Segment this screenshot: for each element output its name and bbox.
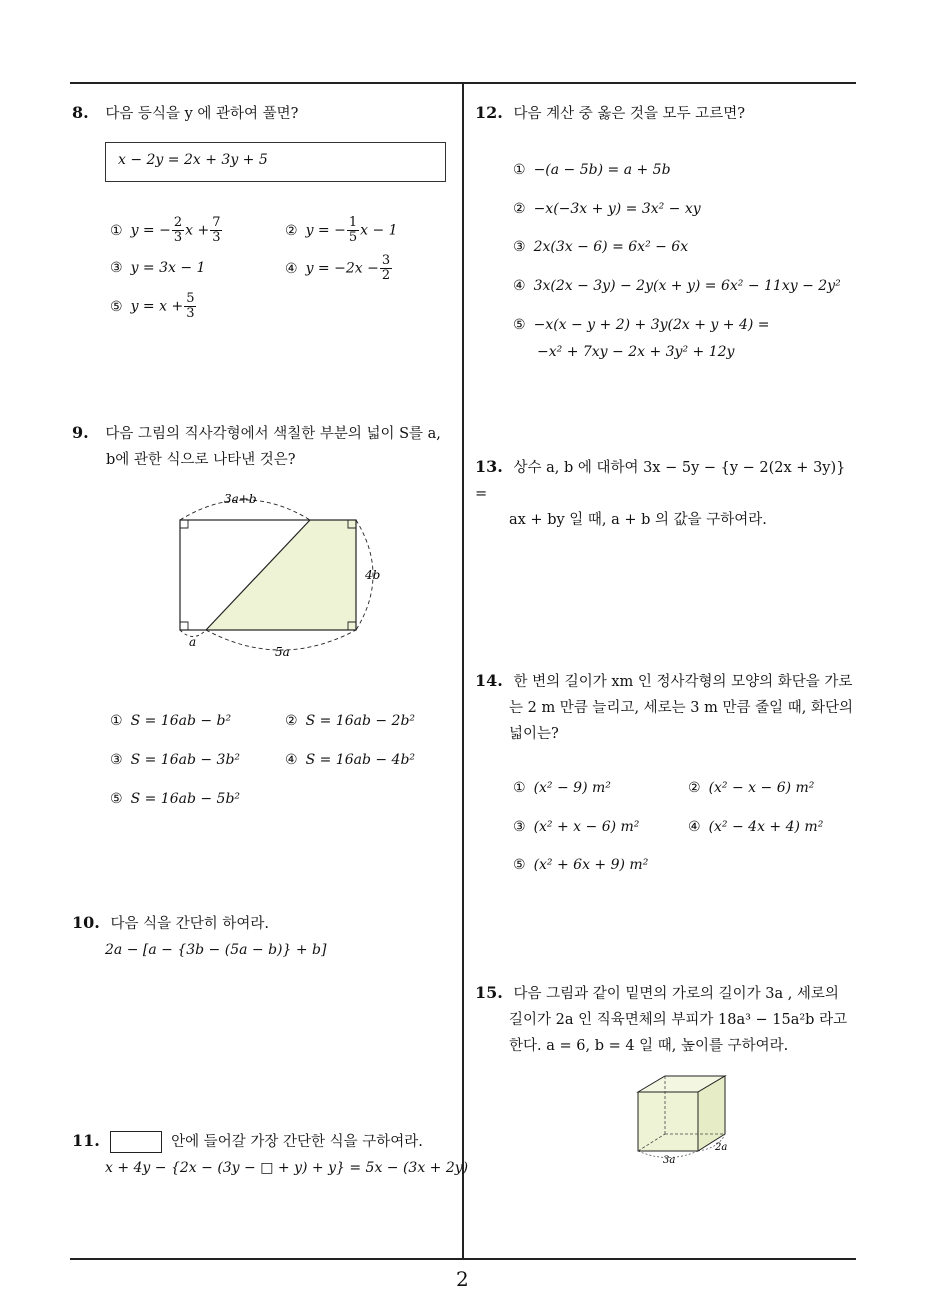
expr-part: x − 1 [360, 222, 398, 239]
question-text: 다음 계산 중 옳은 것을 모두 고르면? [513, 106, 745, 122]
choice-1[interactable] [110, 713, 231, 729]
choice-mark: ④ [285, 752, 298, 768]
expr-part: y = − [305, 222, 346, 239]
choice-3[interactable] [513, 239, 688, 255]
choice-mark: ② [513, 201, 526, 217]
fraction: $\frac{3}{2}$ [381, 253, 391, 283]
expr: S = 16ab − 4b² [305, 752, 416, 768]
choice-5[interactable] [110, 791, 240, 807]
fraction: $\frac{1}{5}$ [348, 215, 358, 245]
question-text: 상수 a, b 에 대하여 3x − 5y − {y − 2(2x + 3y)} = [475, 460, 846, 502]
fraction: $\frac{7}{3}$ [212, 215, 221, 245]
right-angle-mark [180, 622, 188, 630]
choice-4[interactable] [513, 278, 841, 294]
choice-2[interactable] [285, 216, 398, 245]
expr: (x² − 9) m² [533, 780, 611, 796]
choice-mark: ⑤ [513, 317, 526, 333]
expr: S = 16ab − 3b² [130, 752, 241, 768]
question-number: 13. [475, 457, 503, 476]
choice-2[interactable] [285, 713, 415, 729]
choice-mark: ③ [513, 239, 526, 255]
equation: x − 2y = 2x + 3y + 5 [118, 152, 268, 168]
expr: (x² + 6x + 9) m² [533, 857, 649, 873]
choice-mark: ③ [513, 819, 526, 835]
choice-3[interactable] [513, 819, 639, 835]
question-11 [72, 1128, 469, 1181]
question-number: 14. [475, 671, 503, 690]
choice-1[interactable] [513, 162, 671, 178]
question-15 [475, 980, 865, 1059]
question-13 [475, 454, 860, 533]
choice-mark: ③ [110, 260, 123, 276]
expression: 2a − [a − {3b − (5a − b)} + b] [105, 942, 327, 958]
shaded-region [206, 520, 356, 630]
choice-mark: ⑤ [513, 857, 526, 873]
expr: (x² − 4x + 4) m² [708, 819, 824, 835]
choice-mark: ③ [110, 752, 123, 768]
choice-mark: ① [110, 713, 123, 729]
expr: −x(−3x + y) = 3x² − xy [533, 201, 701, 217]
question-text: 다음 등식을 y 에 관하여 풀면? [105, 106, 299, 122]
question-text: 한 변의 길이가 xm 인 정사각형의 모양의 화단을 가로 [513, 674, 853, 690]
question-number: 8. [72, 103, 89, 122]
cuboid-figure [625, 1070, 745, 1170]
expr-part: x + [185, 222, 210, 239]
expr: 2x(3x − 6) = 6x² − 6x [533, 239, 689, 255]
expression: x + 4y − {2x − (3y − □ + y) + y} = 5x − (3x + 2y) [105, 1160, 469, 1176]
question-10 [72, 910, 457, 963]
expr: 3x(2x − 3y) − 2y(x + y) = 6x² − 11xy − 2y² [533, 278, 841, 294]
column-divider [462, 83, 464, 1259]
choice-5[interactable] [513, 317, 770, 333]
question-14 [475, 668, 865, 747]
choice-mark: ④ [688, 819, 701, 835]
choice-mark: ⑤ [110, 298, 123, 315]
page-number: 2 [456, 1267, 469, 1291]
question-text: 다음 그림의 직사각형에서 색칠한 부분의 넓이 S를 a, [105, 426, 441, 442]
question-text: 한다. a = 6, b = 4 일 때, 높이를 구하여라. [509, 1038, 789, 1054]
choice-mark: ② [688, 780, 701, 796]
label-3a: 3a [663, 1155, 676, 1166]
choice-1[interactable] [513, 780, 611, 796]
question-text: 넓이는? [509, 726, 559, 742]
question-number: 15. [475, 983, 503, 1002]
choice-mark: ① [513, 780, 526, 796]
cuboid-front-face [638, 1092, 698, 1151]
choice-1[interactable] [110, 216, 223, 245]
expr: S = 16ab − 5b² [130, 791, 241, 807]
expr: −x(x − y + 2) + 3y(2x + y + 4) = [533, 317, 770, 333]
label-a: a [189, 635, 197, 649]
choice-4[interactable] [285, 254, 393, 283]
expr: (x² + x − 6) m² [533, 819, 640, 835]
expr: S = 16ab − b² [130, 713, 232, 729]
choice-mark: ② [285, 713, 298, 729]
rectangle-figure [160, 485, 390, 665]
question-text: 는 2 m 만큼 늘리고, 세로는 3 m 만큼 줄일 때, 화단의 [509, 700, 853, 716]
expr-part: y = x + [130, 298, 184, 315]
answer-blank-box [110, 1131, 162, 1153]
expr: (x² − x − 6) m² [708, 780, 815, 796]
choice-2[interactable] [688, 780, 814, 796]
choice-3[interactable] [110, 752, 240, 768]
question-text: 길이가 2a 인 직육면체의 부피가 18a³ − 15a²b 라고 [509, 1012, 848, 1028]
question-number: 10. [72, 913, 100, 932]
choice-5-continuation: −x² + 7xy − 2x + 3y² + 12y [537, 344, 735, 360]
choice-5[interactable] [110, 292, 197, 321]
choice-3[interactable] [110, 260, 205, 276]
choice-mark: ① [110, 222, 123, 239]
expr: −(a − 5b) = a + 5b [533, 162, 671, 178]
question-number: 12. [475, 103, 503, 122]
question-number: 11. [72, 1131, 100, 1150]
expr: y = 3x − 1 [130, 260, 206, 276]
equation-box [105, 142, 446, 182]
choice-mark: ② [285, 222, 298, 239]
question-text: 안에 들어갈 가장 간단한 식을 구하여라. [171, 1134, 423, 1150]
expr-part: y = −2x − [305, 260, 379, 277]
question-9 [72, 420, 457, 473]
question-text: ax + by 일 때, a + b 의 값을 구하여라. [509, 512, 767, 528]
question-8 [72, 100, 452, 127]
expr-part: y = − [130, 222, 171, 239]
fraction: $\frac{2}{3}$ [173, 215, 183, 245]
label-right: 4b [365, 568, 381, 582]
choice-mark: ① [513, 162, 526, 178]
fraction: $\frac{5}{3}$ [186, 291, 195, 321]
question-12 [475, 100, 860, 127]
expr: S = 16ab − 2b² [305, 713, 416, 729]
question-number: 9. [72, 423, 89, 442]
choice-mark: ④ [513, 278, 526, 294]
choice-4[interactable] [688, 819, 823, 835]
choice-2[interactable] [513, 201, 701, 217]
choice-mark: ④ [285, 260, 298, 277]
label-bottom: 5a [275, 645, 290, 659]
bottom-rule [70, 1258, 856, 1260]
label-top: 3a+b [224, 492, 257, 506]
question-text: b에 관한 식으로 나타낸 것은? [106, 452, 296, 468]
choice-5[interactable] [513, 857, 648, 873]
choice-mark: ⑤ [110, 791, 123, 807]
label-2a: 2a [715, 1142, 728, 1153]
question-text: 다음 그림과 같이 밑면의 가로의 길이가 3a , 세로의 [513, 986, 839, 1002]
right-angle-mark [180, 520, 188, 528]
choice-4[interactable] [285, 752, 415, 768]
question-text: 다음 식을 간단히 하여라. [110, 916, 269, 932]
